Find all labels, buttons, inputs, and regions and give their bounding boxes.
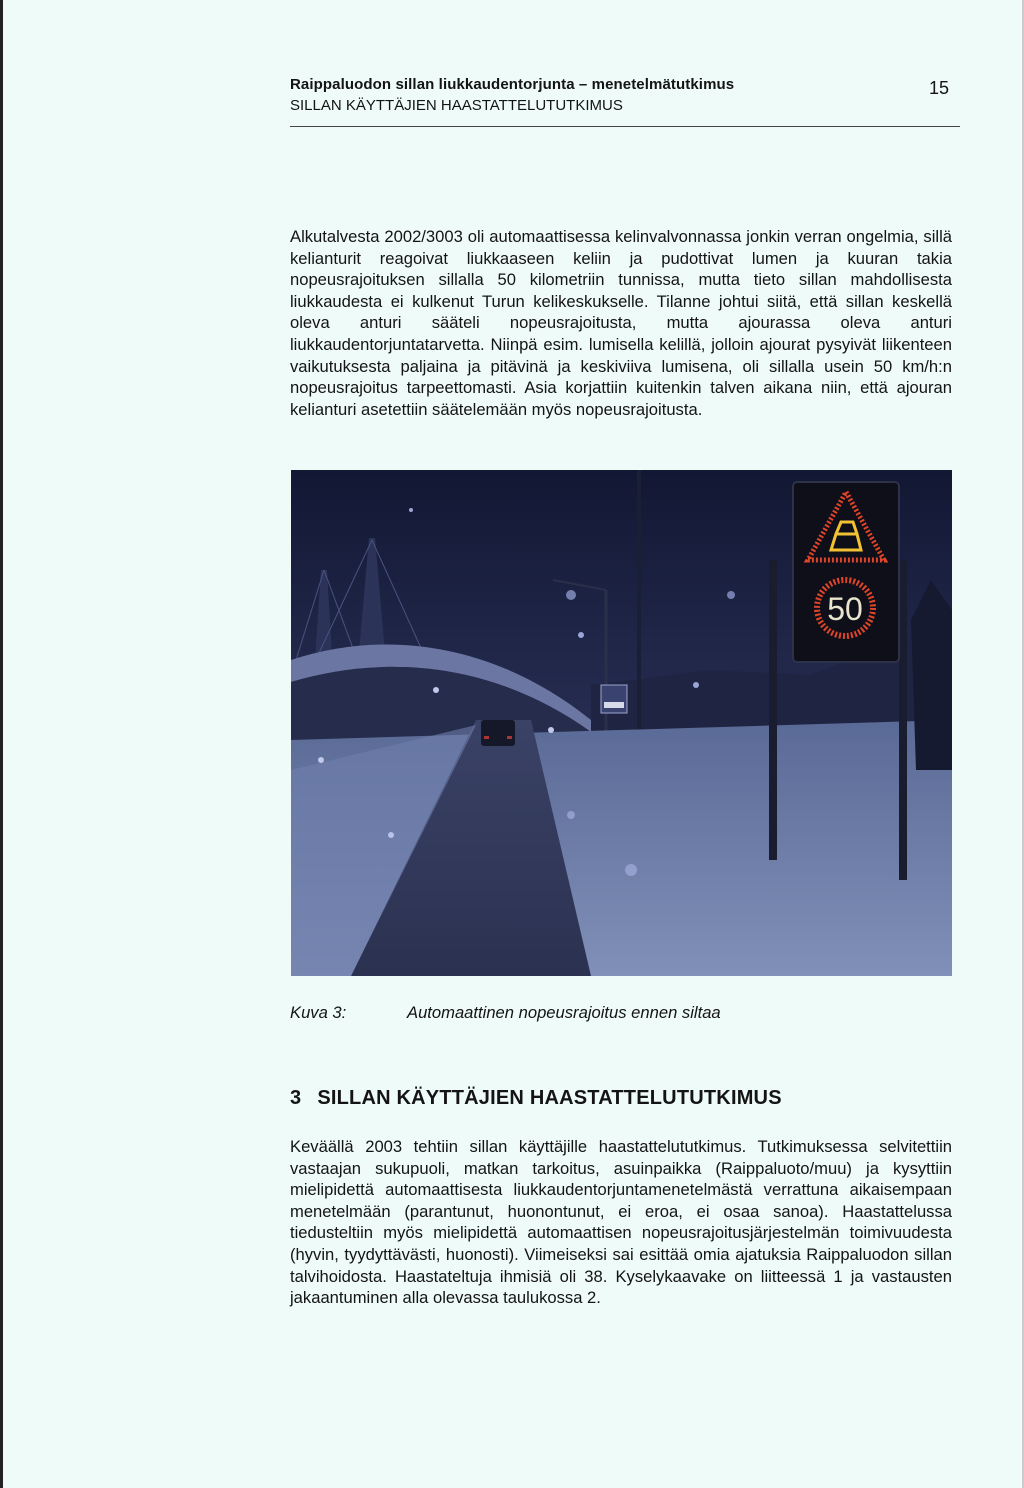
photo-bridge-speed-sign <box>291 470 952 976</box>
section-heading <box>290 1087 782 1110</box>
body-paragraph-1: Alkutalvesta 2002/3003 oli automaattisessa kelinvalvonnassa jonkin verran ongelmia, sillä kelianturit reagoivat liukkaaseen keliin ja pudottivat lumen ja kuuran takia nopeusrajoituksen sillalla 50 kilometriin tunnissa, mutta tieto sillan mahdollisesta liukkaudesta ei kulkenut Turun kelikeskukselle. Tilanne johtui siitä, että sillan keskellä oleva anturi sääteli nopeusrajoitusta, mutta ajourassa oleva anturi liukkaudentorjuntatarvetta. Niinpä esim. lumisella kelillä, jolloin ajourat pysyivät liikenteen vaikutuksesta paljaina ja pitävinä ja keskiviiva lumisena, oli sillalla usein 50 km/h:n nopeusrajoitus tarpeettomasti. Asia korjattiin kuitenkin talven aikana niin, että ajouran kelianturi asetettiin säätelemään myös nopeusrajoitusta. <box>290 227 952 419</box>
figure-caption-text: Automaattinen nopeusrajoitus ennen siltaa <box>407 1003 721 1022</box>
page-number: 15 <box>929 78 950 98</box>
document-title: Raippaluodon sillan liukkaudentorjunta – menetelmätutkimus <box>290 76 735 93</box>
figure-caption-label: Kuva 3: <box>290 1003 347 1022</box>
body-paragraph-2: Keväällä 2003 tehtiin sillan käyttäjille haastattelututkimus. Tutkimuksessa selvitettiin vastaajan sukupuoli, matkan tarkoitus, asuinpaikka (Raippaluoto/muu) ja kysyttiin mielipidettä automaattisesta liukkaudentorjuntamenetelmästä verrattuna aikaisempaan menetelmään (parantunut, huonontunut, ei eroa, ei osaa sanoa). Haastattelussa tiedusteltiin myös mielipidettä automaattisen nopeusrajoitusjärjestelmän toimivuudesta (hyvin, tyydyttävästi, huonosti). Viimeiseksi sai esittää omia ajatuksia Raippaluodon sillan talvihoidosta. Haastateltuja ihmisiä oli 38. Kyselykaavake on liitteessä 1 ja vastausten jakaantuminen alla olevassa taulukossa 2. <box>290 1137 952 1308</box>
page-header <box>290 74 960 127</box>
section-title: SILLAN KÄYTTÄJIEN HAASTATTELUTUTKIMUS <box>317 1087 782 1109</box>
sign-speed-value: 50 <box>827 591 863 627</box>
page-edge <box>0 0 3 1488</box>
chapter-title: SILLAN KÄYTTÄJIEN HAASTATTELUTUTKIMUS <box>290 97 623 114</box>
section-number: 3 <box>290 1087 302 1109</box>
